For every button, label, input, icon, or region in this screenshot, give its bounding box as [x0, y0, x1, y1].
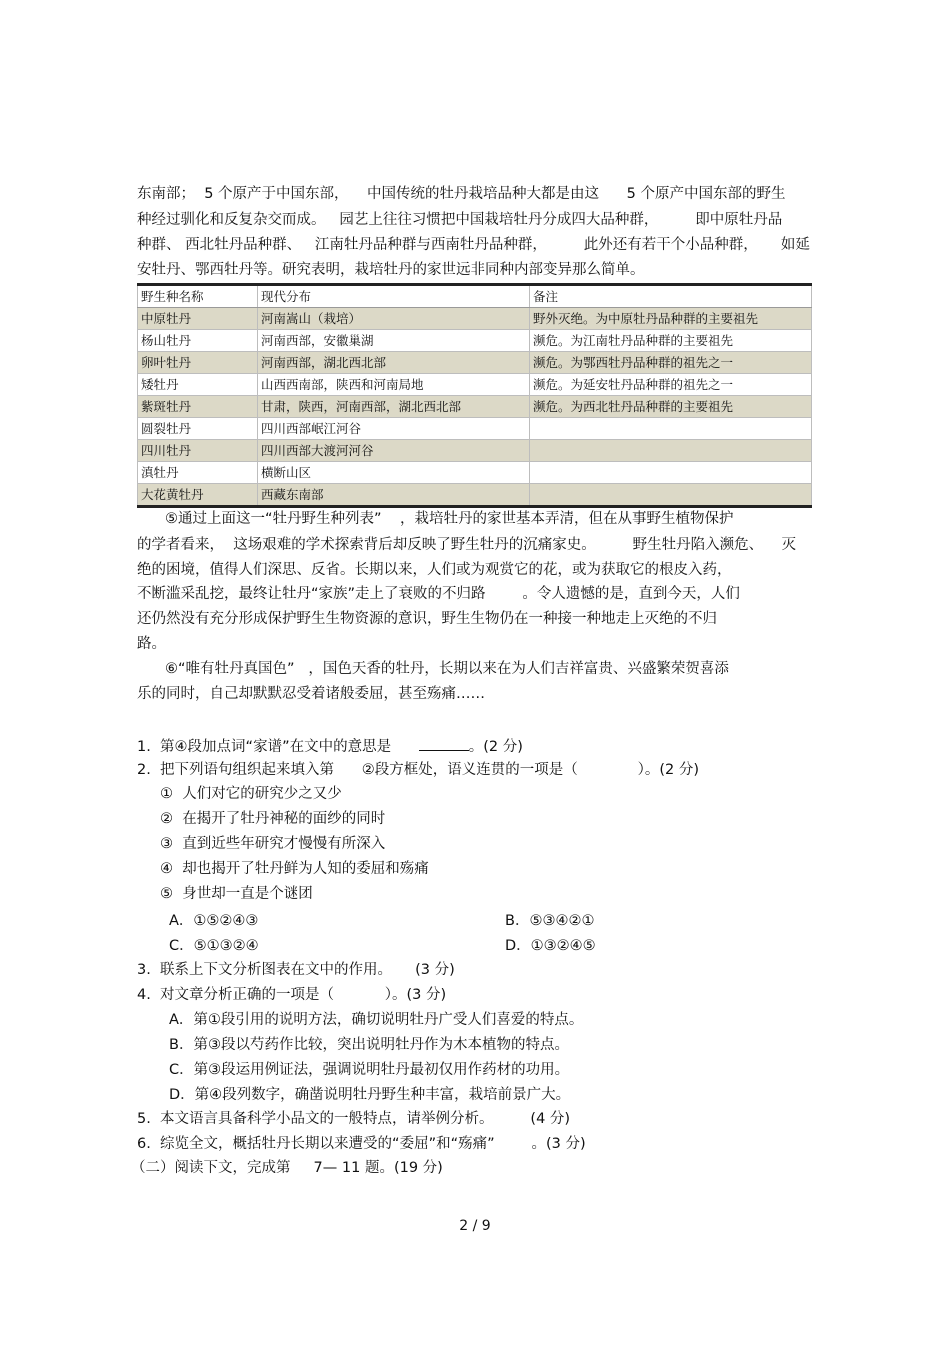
table-row: [138, 396, 812, 418]
question-4: 4. 对文章分析正确的一项是（ ）。(3 分): [137, 987, 447, 1003]
table-row: [138, 440, 812, 462]
q2-choice-c: C．⑤①③②④: [169, 938, 259, 954]
para6-line-1: ⑥“唯有牡丹真国色” ，国色天香的牡丹，长期以来在为人们吉祥富贵、兴盛繁荣贺喜添: [165, 661, 729, 677]
table-cell: 濒危。为西北牡丹品种群的主要祖先: [530, 396, 812, 418]
table-cell: 甘肃，陕西，河南西部，湖北西北部: [258, 396, 530, 418]
para5-line-5: 还仍然没有充分形成保护野生生物资源的意识，野生生物仍在一种接一种地走上灭绝的不归: [137, 611, 717, 627]
page-number: 2 / 9: [459, 1218, 491, 1234]
table-row: [138, 418, 812, 440]
table-header-cell: 野生种名称: [138, 285, 258, 308]
table-header-row: [138, 285, 812, 308]
question-1-score: 。(2 分): [468, 739, 523, 755]
table-cell: 杨山牡丹: [138, 330, 258, 352]
intro-line-3: 种群、 西北牡丹品种群、 江南牡丹品种群与西南牡丹品种群， 此外还有若干个小品种群， 如延: [137, 237, 810, 253]
question-5: 5. 本文语言具备科学小品文的一般特点，请举例分析。 (4 分): [137, 1111, 571, 1127]
table-row: [138, 484, 812, 507]
q2-sentence-2: ② 在揭开了牡丹神秘的面纱的同时: [160, 811, 386, 827]
intro-line-2: 种经过驯化和反复杂交而成。 园艺上往往习惯把中国栽培牡丹分成四大品种群， 即中原牡丹品: [137, 212, 783, 228]
table-cell: 野外灭绝。为中原牡丹品种群的主要祖先: [530, 308, 812, 330]
para5-line-1: ⑤通过上面这一“牡丹野生种列表” ，栽培牡丹的家世基本弄清，但在从事野生植物保护: [165, 511, 734, 527]
q4-choice-b: B．第③段以芍药作比较，突出说明牡丹作为木本植物的特点。: [169, 1037, 569, 1053]
table-cell: 大花黄牡丹: [138, 484, 258, 507]
q2-sentence-5: ⑤ 身世却一直是个谜团: [160, 886, 313, 902]
section-2-heading: （二）阅读下文，完成第 7— 11 题。(19 分): [131, 1160, 443, 1176]
table-header-cell: 现代分布: [258, 285, 530, 308]
intro-line-1: 东南部； 5 个原产于中国东部， 中国传统的牡丹栽培品种大都是由这 5 个原产中国东部的野生: [137, 186, 786, 202]
para5-line-4: 不断滥采乱挖，最终让牡丹“家族”走上了衰败的不归路 。令人遗憾的是，直到今天，人们: [137, 586, 740, 602]
q2-choice-b: B．⑤③④②①: [505, 913, 595, 929]
para6-line-2: 乐的同时，自己却默默忍受着诸般委屈，甚至殇痛……: [137, 686, 485, 702]
table-cell: 四川西部大渡河河谷: [258, 440, 530, 462]
q2-sentence-3: ③ 直到近些年研究才慢慢有所深入: [160, 836, 386, 852]
q4-choice-a: A．第①段引用的说明方法，确切说明牡丹广受人们喜爱的特点。: [169, 1012, 584, 1028]
table-row: [138, 308, 812, 330]
table-cell: 河南西部，安徽巢湖: [258, 330, 530, 352]
table-header-cell: 备注: [530, 285, 812, 308]
table-cell: 横断山区: [258, 462, 530, 484]
table-cell: 濒危。为鄂西牡丹品种群的祖先之一: [530, 352, 812, 374]
table-cell: 圆裂牡丹: [138, 418, 258, 440]
table-cell: 矮牡丹: [138, 374, 258, 396]
wild-peony-species-table: [137, 283, 812, 508]
q2-choice-d: D．①③②④⑤: [505, 938, 596, 954]
intro-line-4: 安牡丹、鄂西牡丹等。研究表明，栽培牡丹的家世远非同种内部变异那么简单。: [137, 262, 645, 278]
table-cell: 濒危。为延安牡丹品种群的祖先之一: [530, 374, 812, 396]
table-row: [138, 352, 812, 374]
question-6: 6. 综览全文，概括牡丹长期以来遭受的“委屈”和“殇痛” 。(3 分): [137, 1136, 586, 1152]
question-1-text: 1. 第④段加点词“家谱”在文中的意思是: [137, 739, 419, 755]
table-cell: 四川牡丹: [138, 440, 258, 462]
table-cell: 濒危。为江南牡丹品种群的主要祖先: [530, 330, 812, 352]
table-cell: 河南嵩山（栽培）: [258, 308, 530, 330]
table-cell: 紫斑牡丹: [138, 396, 258, 418]
table-cell: 四川西部岷江河谷: [258, 418, 530, 440]
table-row: [138, 330, 812, 352]
table-cell: 山西西南部，陕西和河南局地: [258, 374, 530, 396]
para5-line-3: 绝的困境，值得人们深思、反省。长期以来，人们或为观赏它的花，或为获取它的根皮入药，: [137, 562, 732, 578]
q2-choice-a: A．①⑤②④③: [169, 913, 259, 929]
table-cell: 卵叶牡丹: [138, 352, 258, 374]
q2-sentence-1: ① 人们对它的研究少之又少: [160, 786, 342, 802]
question-2: 2. 把下列语句组织起来填入第 ②段方框处，语义连贯的一项是（ ）。(2 分): [137, 762, 700, 778]
table-cell: 西藏东南部: [258, 484, 530, 507]
table-cell: 中原牡丹: [138, 308, 258, 330]
table-cell: [530, 484, 812, 507]
question-3: 3. 联系上下文分析图表在文中的作用。 (3 分): [137, 962, 455, 978]
table-row: [138, 462, 812, 484]
question-1: [137, 736, 523, 757]
table-cell: [530, 440, 812, 462]
para5-line-2: 的学者看来， 这场艰难的学术探索背后却反映了野生牡丹的沉痛家史。 野生牡丹陷入濒危、 灭: [137, 537, 797, 553]
table-row: [138, 374, 812, 396]
answer-blank: [419, 736, 469, 751]
table-cell: [530, 462, 812, 484]
para5-line-6: 路。: [137, 636, 166, 652]
table-cell: 滇牡丹: [138, 462, 258, 484]
q4-choice-d: D．第④段列数字，确凿说明牡丹野生种丰富，栽培前景广大。: [169, 1087, 571, 1103]
q2-sentence-4: ④ 却也揭开了牡丹鲜为人知的委屈和殇痛: [160, 861, 429, 877]
q4-choice-c: C．第③段运用例证法，强调说明牡丹最初仅用作药材的功用。: [169, 1062, 570, 1078]
table-cell: 河南西部，湖北西北部: [258, 352, 530, 374]
table-cell: [530, 418, 812, 440]
